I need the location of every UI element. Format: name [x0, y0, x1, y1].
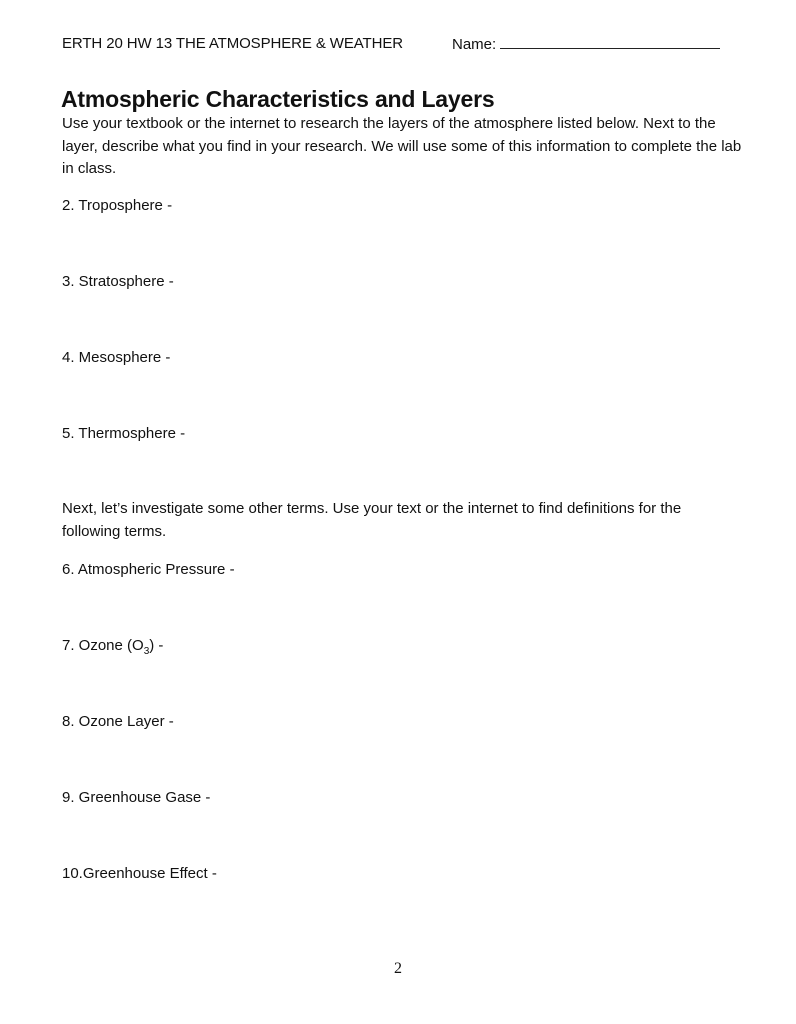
question-greenhouse-effect: 10.Greenhouse Effect - [62, 865, 217, 882]
question-stratosphere: 3. Stratosphere - [62, 273, 174, 290]
name-field [452, 35, 720, 53]
page-number: 2 [394, 960, 402, 977]
ozone-label-prefix: 7. Ozone (O [62, 637, 144, 654]
ozone-label-suffix: ) - [149, 637, 164, 654]
question-atmospheric-pressure: 6. Atmospheric Pressure - [62, 561, 235, 578]
name-blank-line [500, 35, 720, 49]
ozone-subscript: 3 [143, 646, 150, 657]
question-greenhouse-gase: 9. Greenhouse Gase - [62, 789, 211, 806]
question-mesosphere: 4. Mesosphere - [62, 349, 171, 366]
question-ozone [62, 637, 163, 657]
question-thermosphere: 5. Thermosphere - [62, 425, 186, 442]
question-troposphere: 2. Troposphere - [62, 197, 173, 214]
question-ozone-layer: 8. Ozone Layer - [62, 713, 174, 730]
name-label: Name: [452, 36, 497, 53]
section-title: Atmospheric Characteristics and Layers [61, 86, 495, 112]
course-header: ERTH 20 HW 13 THE ATMOSPHERE & WEATHER [62, 35, 403, 52]
layers-instructions: Use your textbook or the internet to research the layers of the atmosphere listed below. Next to the layer, describe what you find in your research. We will use some of this information to complete the lab in class. [62, 115, 742, 177]
terms-instructions: Next, let’s investigate some other terms. Use your text or the internet to find definitions for the following terms. [62, 500, 682, 540]
